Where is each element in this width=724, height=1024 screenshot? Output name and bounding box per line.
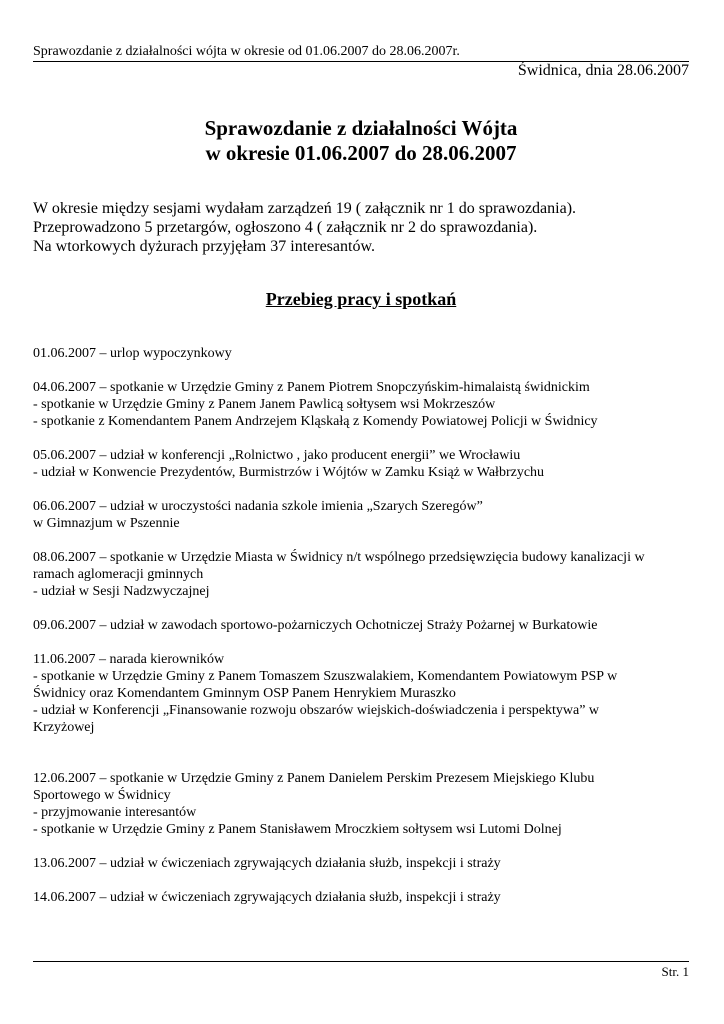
entry-line: - spotkanie w Urzędzie Gminy z Panem Stanisławem Mroczkiem sołtysem wsi Lutomi Dolnej [33,822,562,837]
intro-line-3: Na wtorkowych dyżurach przyjęłam 37 interesantów. [33,238,375,255]
document-title [33,116,689,166]
entry-line: w Gimnazjum w Pszennie [33,516,180,531]
entry-line: 01.06.2007 – urlop wypoczynkowy [33,346,232,361]
list-item [33,770,683,838]
place-and-date: Świdnica, dnia 28.06.2007 [517,62,689,79]
entry-line: Krzyżowej [33,720,95,735]
entry-line: 05.06.2007 – udział w konferencji „Rolnictwo , jako producent energii” we Wrocławiu [33,448,521,463]
entry-line: 14.06.2007 – udział w ćwiczeniach zgrywających działania służb, inspekcji i straży [33,890,501,905]
intro-line-2: Przeprowadzono 5 przetargów, ogłoszono 4 ( załącznik nr 2 do sprawozdania). [33,219,538,236]
list-item [33,379,683,430]
list-item [33,549,683,600]
entry-line: 12.06.2007 – spotkanie w Urzędzie Gminy z Panem Danielem Perskim Prezesem Miejskiego Klubu [33,771,595,786]
entry-line: 09.06.2007 – udział w zawodach sportowo-pożarniczych Ochotniczej Straży Pożarnej w Burkatowie [33,618,598,633]
running-header: Sprawozdanie z działalności wójta w okresie od 01.06.2007 do 28.06.2007r. [33,44,460,59]
entry-line: 08.06.2007 – spotkanie w Urzędzie Miasta w Świdnicy n/t wspólnego przedsięwzięcia budowy kanalizacji w [33,550,645,565]
list-item [33,498,683,532]
entry-line: 06.06.2007 – udział w uroczystości nadania szkole imienia „Szarych Szeregów” [33,499,483,514]
title-line-2: w okresie 01.06.2007 do 28.06.2007 [205,141,517,165]
list-item [33,447,683,481]
entry-line: ramach aglomeracji gminnych [33,567,204,582]
list-item [33,855,683,872]
entries-list [33,345,683,906]
footer-divider [33,961,689,962]
intro-paragraph [33,199,576,256]
entry-line: - udział w Sesji Nadzwyczajnej [33,584,210,599]
title-line-1: Sprawozdanie z działalności Wójta [204,116,518,140]
entry-line: - spotkanie w Urzędzie Gminy z Panem Janem Pawlicą sołtysem wsi Mokrzeszów [33,397,496,412]
section-heading: Przebieg pracy i spotkań [265,289,457,309]
entry-line: Sportowego w Świdnicy [33,788,171,803]
entry-line: - przyjmowanie interesantów [33,805,197,820]
entry-line: - udział w Konferencji „Finansowanie rozwoju obszarów wiejskich-doświadczenia i perspektywa” w [33,703,600,718]
entry-line: 11.06.2007 – narada kierowników [33,652,225,667]
list-item [33,345,683,362]
entry-line: Świdnicy oraz Komendantem Gminnym OSP Panem Henrykiem Muraszko [33,686,456,701]
intro-line-1: W okresie między sesjami wydałam zarządzeń 19 ( załącznik nr 1 do sprawozdania). [33,200,577,217]
list-item [33,617,683,634]
list-item [33,889,683,906]
entry-line: 13.06.2007 – udział w ćwiczeniach zgrywających działania służb, inspekcji i straży [33,856,501,871]
list-item [33,651,683,736]
page-number: Str. 1 [661,964,689,979]
entry-line: - spotkanie z Komendantem Panem Andrzejem Kląskałą z Komendy Powiatowej Policji w Świdnicy [33,414,598,429]
entry-line: - udział w Konwencie Prezydentów, Burmistrzów i Wójtów w Zamku Książ w Wałbrzychu [33,465,545,480]
entry-line: 04.06.2007 – spotkanie w Urzędzie Gminy z Panem Piotrem Snopczyńskim-himalaistą świdnickim [33,380,590,395]
entry-line: - spotkanie w Urzędzie Gminy z Panem Tomaszem Szuszwalakiem, Komendantem Powiatowym PSP w [33,669,618,684]
